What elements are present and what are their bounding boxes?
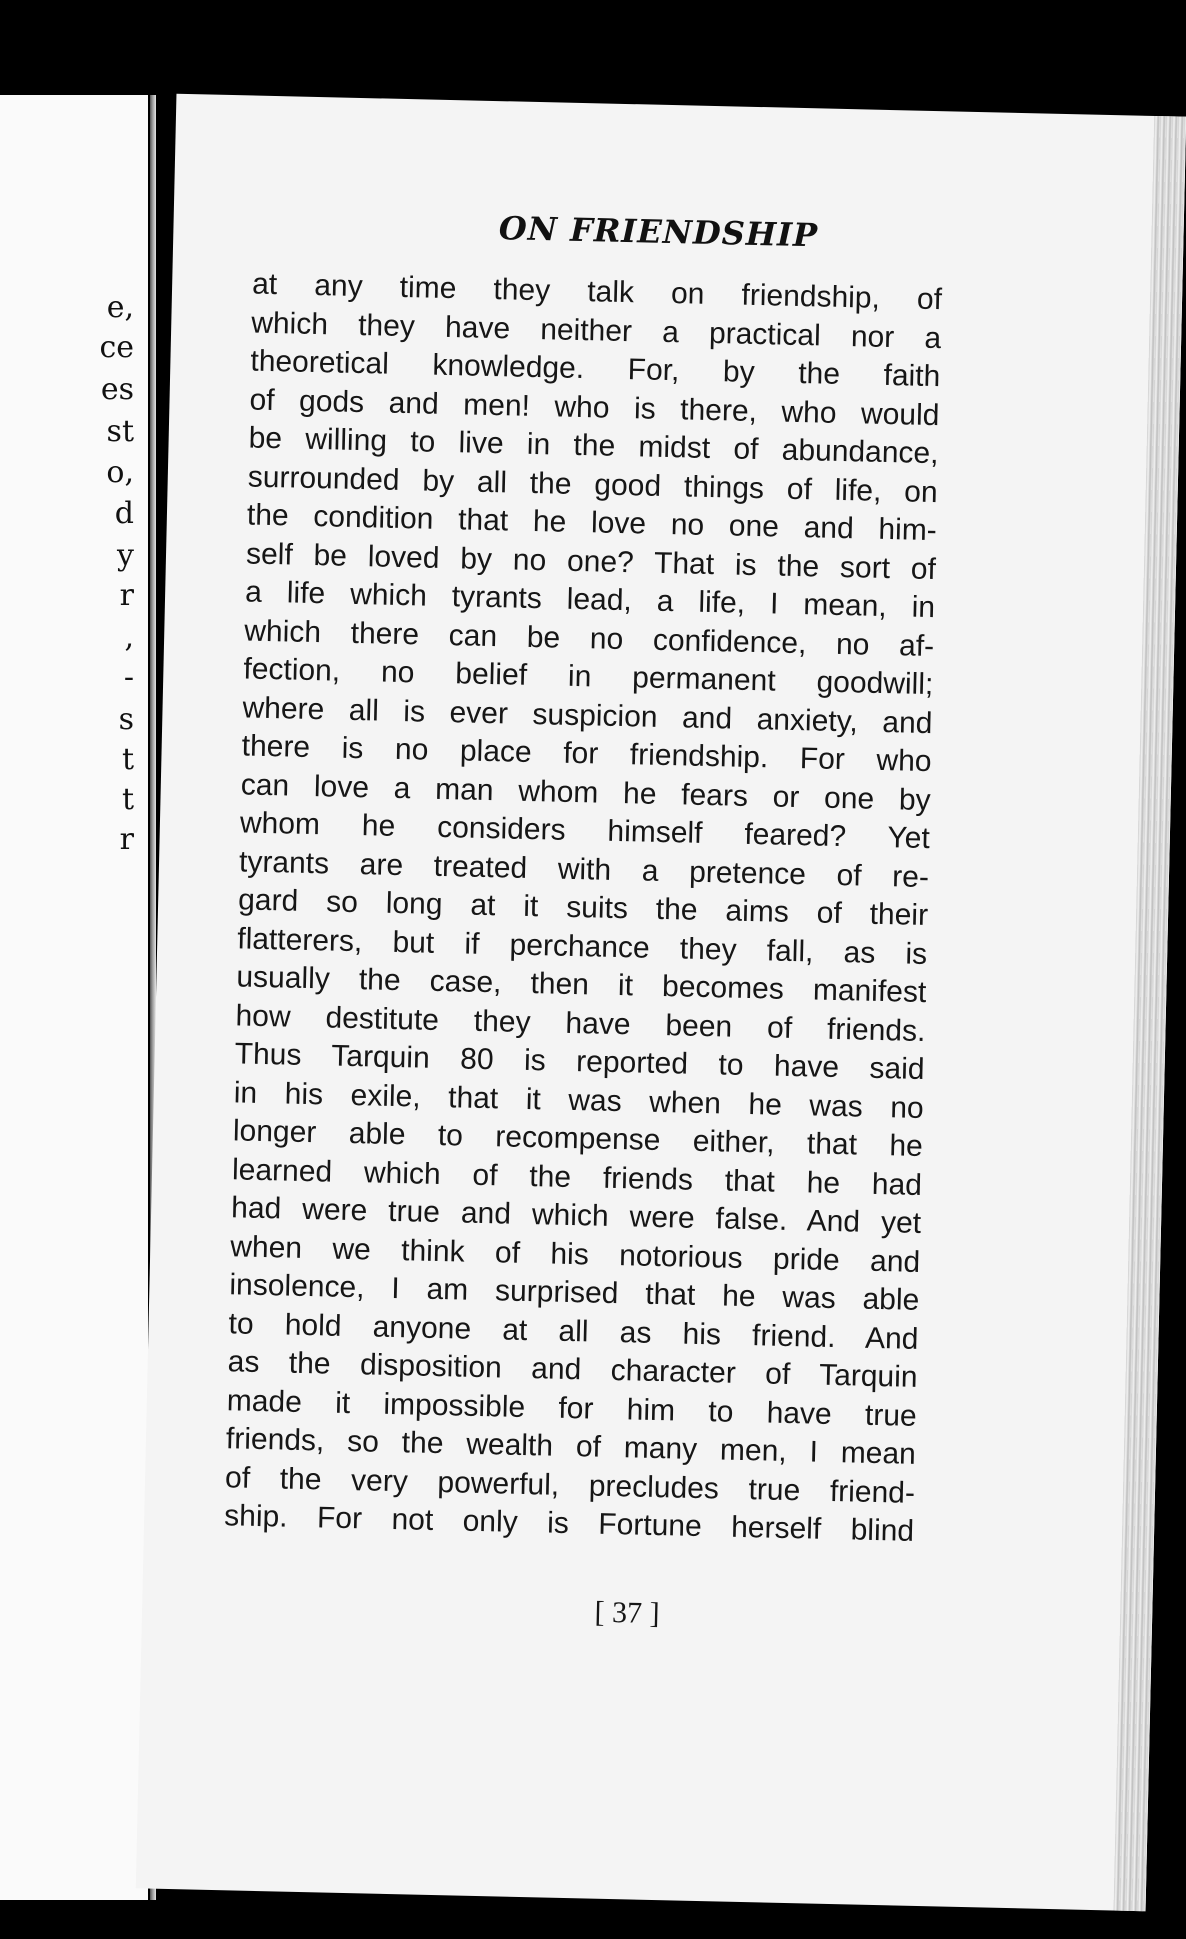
text-line: be willing to live in the midst of abundance, <box>248 421 939 471</box>
text-line: of the very powerful, precludes true friend- <box>224 1460 916 1510</box>
running-head: ON FRIENDSHIP <box>498 209 819 255</box>
text-line: had were true and which were false. And yet <box>230 1191 922 1240</box>
text-line: how destitute they have been of friends. <box>235 998 926 1048</box>
text-line: whom he considers himself feared? Yet <box>239 806 931 856</box>
left-page-fragment: o, <box>106 455 134 490</box>
left-page-fragment: r <box>119 822 134 857</box>
left-page-fragment: e, <box>106 290 134 325</box>
text-line: to hold anyone at all as his friend. And <box>228 1306 919 1356</box>
page-number: [ 37 ] <box>594 1595 660 1631</box>
right-page <box>136 94 1186 1911</box>
text-line: friends, so the wealth of many men, I mean <box>225 1422 917 1471</box>
text-line: learned which of the friends that he had <box>231 1152 923 1202</box>
left-page-fragment: - <box>123 660 134 695</box>
left-page-fragment: ce <box>99 330 134 365</box>
left-page-fragment: st <box>106 414 134 449</box>
text-line: usually the case, then it becomes manifest <box>236 960 927 1010</box>
left-page-fragment: s <box>118 702 134 737</box>
text-line: which there can be no confidence, no af- <box>243 613 935 663</box>
text-line: when we think of his notorious pride and <box>229 1229 921 1279</box>
left-page-fragment: r <box>119 578 134 613</box>
text-line: there is no place for friendship. For who <box>241 729 932 779</box>
left-page-fragment: t <box>121 742 134 777</box>
text-line: made it impossible for him to have true <box>226 1383 918 1433</box>
text-line: insolence, I am surprised that he was able <box>229 1268 920 1317</box>
text-line: longer able to recompense either, that he <box>232 1114 924 1163</box>
text-line: tyrants are treated with a pretence of re- <box>238 844 930 894</box>
text-line: surrounded by all the good things of life, on <box>247 459 939 509</box>
left-page-fragment: d <box>114 496 134 531</box>
text-line: as the disposition and character of Tarquin <box>227 1345 918 1394</box>
text-line: where all is ever suspicion and anxiety, and <box>242 690 933 740</box>
left-page-edge <box>0 95 148 1900</box>
text-line: of gods and men! who is there, who would <box>249 383 940 432</box>
body-text <box>224 266 943 1552</box>
text-line: self be loved by no one? That is the sort of <box>245 536 937 586</box>
text-line: the condition that he love no one and him- <box>246 498 938 548</box>
left-page-fragment: t <box>121 782 134 817</box>
text-line: a life which tyrants lead, a life, I mean, in <box>244 575 936 625</box>
left-page-fragment: , <box>124 620 134 655</box>
text-line: at any time they talk on friendship, of <box>251 267 943 317</box>
text-line: flatterers, but if perchance they fall, as is <box>236 921 928 971</box>
left-page-fragment: es <box>100 372 134 407</box>
text-line: fection, no belief in permanent goodwill; <box>243 652 934 702</box>
text-line: in his exile, that it was when he was no <box>233 1075 925 1125</box>
text-line: which they have neither a practical nor a <box>250 306 942 355</box>
text-line: theoretical knowledge. For, by the faith <box>250 344 941 394</box>
text-line: Thus Tarquin 80 is reported to have said <box>234 1037 925 1086</box>
left-page-fragment: y <box>117 538 134 573</box>
text-line: ship. For not only is Fortune herself blind <box>223 1499 915 1548</box>
text-line: can love a man whom he fears or one by <box>240 767 932 817</box>
text-line: gard so long at it suits the aims of their <box>237 883 929 933</box>
page-edge-stack <box>1114 116 1186 1911</box>
